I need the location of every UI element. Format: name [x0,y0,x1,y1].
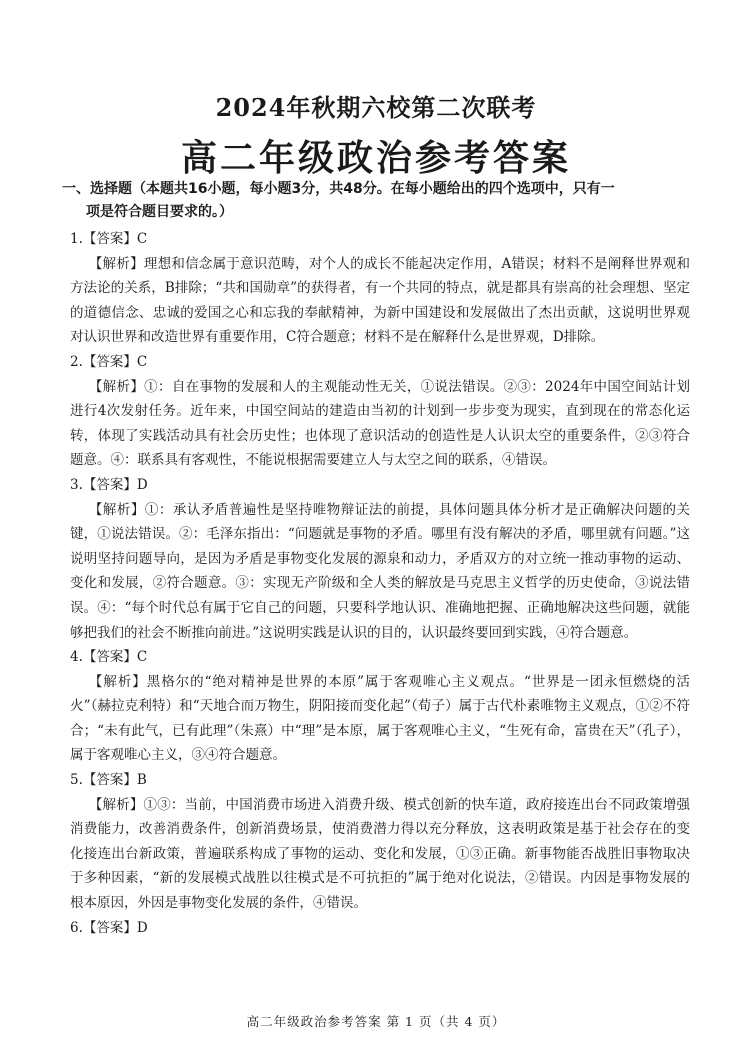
explanation-paragraph: 【解析】①③：当前，中国消费市场进入消费升级、模式创新的快车道，政府接连出台不同政策增强消费能力，改善消费条件，创新消费场景，使消费潜力得以充分释放，这表明政策是基于社会存在的变化接连出台新政策，普遍联系构成了事物的运动、变化和发展，①③正确。新事物能否战胜旧事物取决于多种因素，“新的发展模式战胜以往模式是不可抗拒的”属于绝对化说法，②错误。内因是事物发展的根本原因，外因是事物变化发展的条件，④错误。 [70,796,690,912]
explanation-paragraph: 【解析】理想和信念属于意识范畴，对个人的成长不能起决定作用，A错误；材料不是阐释世界观和方法论的关系，B排除；“共和国勋章”的获得者，有一个共同的特点，就是都具有崇高的社会理想、坚定的道德信念、忠诚的爱国之心和忘我的奉献精神，为新中国建设和发展做出了杰出贡献，这说明世界观对认识世界和改造世界有重要作用，C符合题意；材料不是在解释什么是世界观，D排除。 [70,255,690,346]
answer-list [70,227,690,940]
question-block-5 [70,768,690,916]
question-block-1 [70,227,690,350]
exam-title: 2024年秋期六校第二次联考 [215,93,537,122]
answer-line: 2.【答案】C [70,353,148,370]
section-heading-line-1: 一、选择题（本题共16小题，每小题3分，共48分。在每小题给出的四个选项中，只有一 [62,181,615,197]
answer-line: 1.【答案】C [70,231,148,247]
answer-line: 6.【答案】D [70,919,148,936]
answer-line: 4.【答案】C [70,649,148,666]
document-title: 高二年级政治参考答案 [180,138,571,179]
explanation-paragraph: 【解析】黑格尔的“绝对精神是世界的本原”属于客观唯心主义观点。“世界是一团永恒燃烧的活火”（赫拉克利特）和“天地合而万物生，阴阳接而变化起”（荀子）属于古代朴素唯物主义观点，①②不符合；“未有此气，已有此理”（朱熹）中“理”是本原，属于客观唯心主义，“生死有命，富贵在天”（孔子），属于客观唯心主义，③④符合题意。 [70,673,690,764]
question-block-4 [70,645,690,768]
section-heading [62,178,702,224]
question-block-3 [70,473,690,645]
question-block-6 [70,916,690,941]
explanation-paragraph: 【解析】①：自在事物的发展和人的主观能动性无关，①说法错误。②③：2024年中国空间站计划进行4次发射任务。近年来，中国空间站的建造由当初的计划到一步步变为现实，直到现在的常态化运转，体现了实践活动具有社会历史性；也体现了意识活动的创造性是人认识太空的重要条件，②③符合题意。④：联系具有客观性，不能说根据需要建立人与太空之间的联系，④错误。 [70,378,690,469]
answer-line: 3.【答案】D [70,476,148,493]
explanation-paragraph: 【解析】①：承认矛盾普遍性是坚持唯物辩证法的前提，具体问题具体分析才是正确解决问题的关键，①说法错误。②：毛泽东指出：“问题就是事物的矛盾。哪里有没有解决的矛盾，哪里就有问题。”这说明坚持问题导向，是因为矛盾是事物变化发展的源泉和动力，矛盾双方的对立统一推动事物的运动、变化和发展，②符合题意。③：实现无产阶级和全人类的解放是马克思主义哲学的历史使命，③说法错误。④：“每个时代总有属于它自己的问题，只要科学地认识、准确地把握、正确地解决这些问题，就能够把我们的社会不断推向前进。”这说明实践是认识的目的，认识最终要回到实践，④符合题意。 [70,501,690,641]
section-heading-line-2: 项是符合题目要求的。） [86,204,233,220]
question-block-2 [70,350,690,473]
answer-line: 5.【答案】B [70,772,147,789]
page-footer: 高二年级政治参考答案 第 1 页（共 4 页） [246,1014,506,1029]
